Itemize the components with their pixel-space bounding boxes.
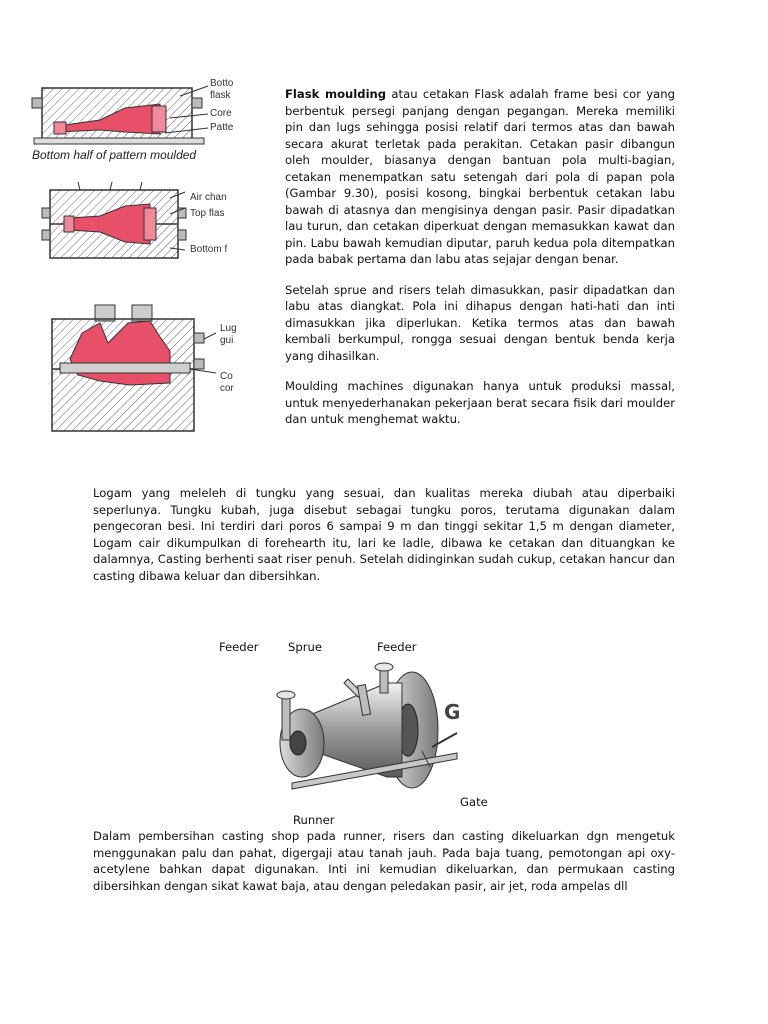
label-sprue: Sprue — [288, 640, 322, 654]
casting-drawing — [262, 655, 467, 810]
fig1-label-core: Core — [210, 108, 232, 119]
casting-diagram — [262, 655, 467, 810]
fig2-label-air-channel: Air chan — [190, 192, 227, 203]
fig3-label-lugs: Lug — [220, 323, 237, 334]
flask-moulding-text: atau cetakan Flask adalah frame besi cor yang berbentuk persegi panjang dengan pegangan. Mereka memiliki pin dan lugs sehingga posisi relatif dari termos atas dan bawah secara akurat terletak pada perakitan. Cetakan pasir dibangun oleh moulder, biasanya dengan bantuan pola multi-bagian, cetakan menempatkan satu setengah dari pola di papan pola (Gambar 9.30), posisi kosong, bingkai berbentuk cetakan labu bawah di atasnya dan mengisinya dengan pasir. Pasir dipadatkan lau turun, dan cetakan diperkuat dengan memasukkan kawat dan pin. Labu bawah kemudian diputar, paruh kedua pola ditempatkan pada babak pertama dan labu atas sejajar dengan benar. — [285, 87, 675, 266]
molten-metal-paragraph: Logam yang meleleh di tungku yang sesuai, dan kualitas mereka diubah atau diperbaiki seperlunya. Tungku kubah, juga disebut sebagai tungku poros, terutama digunakan dalam pengecoran besi. Ini terdiri dari poros 6 sampai 9 m dan tinggi sekitar 1,5 m dengan diameter, Logam cair dikumpulkan di forehearth itu, lari ke ladle, dibawa ke cetakan dan dituangkan ke dalamnya, Casting berhenti saat riser penuh. Setelah didinginkan sudah cukup, cetakan hancur dan casting dibawa keluar dan dibersihkan. — [93, 486, 675, 583]
flask-moulding-paragraph — [285, 86, 675, 268]
label-gate: Gate — [460, 795, 488, 809]
figure-assembled-mould — [30, 303, 265, 438]
fig3-label-core: Co — [220, 371, 233, 382]
label-feeder-right: Feeder — [377, 640, 417, 654]
fig3-label-core-cont: cor — [220, 383, 234, 394]
sprue-risers-paragraph: Setelah sprue and risers telah dimasukkan, pasir dipadatkan dan labu atas diangkat. Pola ini dihapus dengan hati-hati dan inti dimasukkan jika diperlukan. Ketika termos atas dan bawah kembali berkumpul, rongga sesuai dengan bentuk benda kerja yang dihasilkan. — [285, 282, 675, 363]
fig2-label-top-flask: Top flas — [190, 208, 225, 219]
cleaning-paragraph: Dalam pembersihan casting shop pada runner, risers dan casting dikeluarkan dgn mengetuk menggunakan palu dan pahat, digergaji atau tanah jauh. Pada baja tuang, pemotongan api oxy-acetylene bahkan dapat digunakan. Inti ini kemudian dikeluarkan, dan permukaan casting dibersihkan dengan sikat kawat baja, atau dengan peledakan pasir, air jet, roda ampelas dll — [93, 829, 675, 893]
top-flask-drawing — [30, 178, 265, 268]
label-runner: Runner — [293, 813, 335, 827]
figure-caption: Bottom half of pattern moulded — [32, 148, 197, 162]
moulding-machines-paragraph: Moulding machines digunakan hanya untuk produksi massal, untuk menyederhanakan pekerjaan berat secara fisik dari moulder dan untuk menghemat waktu. — [285, 379, 675, 426]
label-g: G — [444, 700, 461, 724]
fig1-label-bottom: Botto — [210, 78, 234, 89]
fig3-label-guide: gui — [220, 335, 234, 346]
figure-top-flask — [30, 178, 265, 268]
fig2-label-bottom-flask: Bottom f — [190, 244, 228, 255]
flask-moulding-section — [285, 86, 675, 442]
label-feeder-left: Feeder — [219, 640, 259, 654]
flask-moulding-term: Flask moulding — [285, 87, 387, 101]
fig1-label-flask: flask — [210, 90, 231, 101]
fig1-label-pattern: Patte — [210, 122, 234, 133]
